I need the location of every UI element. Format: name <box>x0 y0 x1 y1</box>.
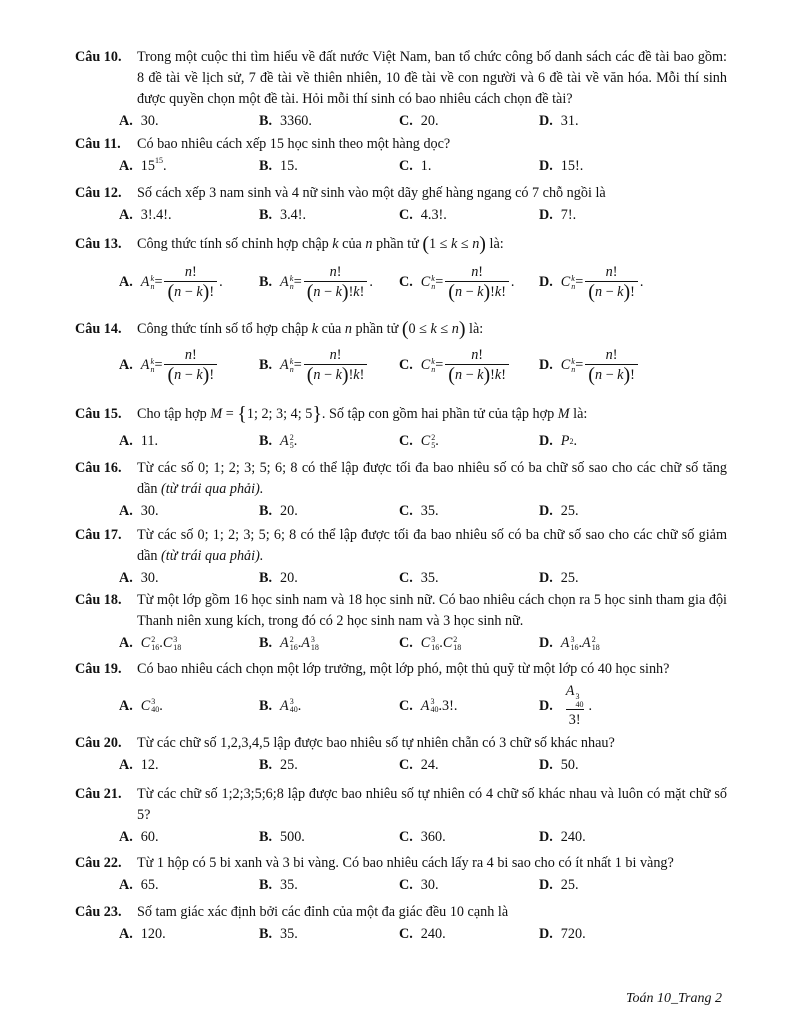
page-footer: Toán 10_Trang 2 <box>626 991 722 1006</box>
option-a[interactable]: A. A k n = $\frac{n!}{(n - k)!}$ <box>119 346 259 385</box>
answer-options <box>119 156 727 177</box>
option-d[interactable]: D. C k n = $\frac{n!}{(n - k)!}$ <box>539 346 679 385</box>
option-b[interactable]: B. 20. <box>259 503 298 519</box>
question-number: Câu 10. <box>75 49 122 65</box>
option-d[interactable]: D. P 2 . <box>539 433 578 449</box>
option-a[interactable]: A. 30. <box>119 570 159 586</box>
option-c[interactable]: C. A 3 40 .3!. <box>399 697 458 714</box>
question-number: Câu 13. <box>75 236 122 252</box>
question-19 <box>75 659 727 730</box>
option-c[interactable]: C. 360. <box>399 829 446 845</box>
option-d[interactable]: D. 7!. <box>539 207 577 223</box>
question-text: Công thức tính số tổ hợp chập k của n phần tử (0 ≤ k ≤ n) là: <box>137 318 484 340</box>
question-text: Số tam giác xác định bởi các đỉnh của một đa giác đều 10 cạnh là <box>137 904 509 920</box>
option-c[interactable]: C. 24. <box>399 757 439 773</box>
answer-options <box>119 682 727 730</box>
question-text: Từ 1 hộp có 5 bi xanh và 3 bi vàng. Có bao nhiêu cách lấy ra 4 bi sao cho có ít nhất 1 bi vàng? <box>137 855 674 871</box>
question-number: Câu 18. <box>75 592 122 608</box>
option-a[interactable]: A. 30. <box>119 503 159 519</box>
question-text: Trong một cuộc thi tìm hiểu về đất nước Việt Nam, ban tổ chức công bố danh sách các đề tài bao gồm: 8 đề tài về lịch sử, 7 đề tài về thiên nhiên, 10 đề tài về con người và 6 đề tài về văn hóa. Mỗi thí sinh được quyền chọn một đề tài. Hỏi mỗi thí sinh có bao nhiêu cách chọn đề tài? <box>137 49 727 107</box>
option-d[interactable]: D. 31. <box>539 113 579 129</box>
question-number: Câu 20. <box>75 735 122 751</box>
question-text: Cho tập hợp M = {1; 2; 3; 4; 5}. Số tập con gồm hai phần tử của tập hợp M là: <box>137 403 588 425</box>
question-text: Có bao nhiêu cách xếp 15 học sinh theo một hàng dọc? <box>137 136 451 152</box>
option-a[interactable]: A. 11. <box>119 433 159 449</box>
option-a[interactable]: A. 120. <box>119 926 166 942</box>
option-c[interactable]: C. 20. <box>399 113 439 129</box>
option-d[interactable]: D. A 3 40 3! . <box>539 683 593 728</box>
option-c[interactable]: C. 4.3!. <box>399 207 447 223</box>
option-d[interactable]: D. 25. <box>539 877 579 893</box>
option-c[interactable]: C. C 3 16 . C 2 18 <box>399 634 462 652</box>
option-a[interactable]: A. C 2 16 . C 3 18 <box>119 634 182 652</box>
option-a[interactable]: A. 30. <box>119 113 159 129</box>
answer-options <box>119 875 727 896</box>
answer-options <box>119 205 727 226</box>
question-text: Từ các số 0; 1; 2; 3; 5; 6; 8 có thể lập được tối đa bao nhiêu số có ba chữ số sao cho các chữ số giảm dần (từ trái qua phải). <box>137 527 727 564</box>
question-number: Câu 23. <box>75 904 122 920</box>
question-text: Từ các chữ số 1,2,3,4,5 lập được bao nhiêu số tự nhiên chẵn có 3 chữ số khác nhau? <box>137 735 615 751</box>
option-a[interactable]: A. A k n = $\frac{n!}{(n - k)!}$ . <box>119 264 223 303</box>
question-text: Từ một lớp gồm 16 học sinh nam và 18 học sinh nữ. Có bao nhiêu cách chọn ra 5 học sinh tham gia đội Thanh niên xung kích, trong đó có 2 học sinh nam và 3 học sinh nữ. <box>137 592 727 629</box>
option-c[interactable]: C. C k n = $\frac{n!}{(n - k)!k!}$ <box>399 346 539 385</box>
option-d[interactable]: D. 15!. <box>539 158 584 174</box>
answer-options <box>119 755 727 776</box>
question-number: Câu 12. <box>75 185 122 201</box>
question-number: Câu 16. <box>75 460 122 476</box>
answer-options <box>119 431 727 452</box>
question-23 <box>75 902 727 945</box>
question-text: Từ các chữ số 1;2;3;5;6;8 lập được bao nhiêu số tự nhiên có 4 chữ số khác nhau và luôn có mặt chữ số 5? <box>137 786 728 823</box>
option-a[interactable]: A. 3!.4!. <box>119 207 172 223</box>
option-a[interactable]: A. $15^{15}$. <box>119 156 167 174</box>
option-b[interactable]: B. 500. <box>259 829 305 845</box>
option-b[interactable]: B. A k n = $\frac{n!}{(n - k)!k!}$ . <box>259 264 373 303</box>
answer-options <box>119 111 727 132</box>
option-b[interactable]: B. 20. <box>259 570 298 586</box>
option-a[interactable]: A. C 3 40 . <box>119 697 163 714</box>
question-16 <box>75 458 727 522</box>
option-b[interactable]: B. 35. <box>259 926 298 942</box>
question-number: Câu 11. <box>75 136 121 152</box>
question-text: Từ các số 0; 1; 2; 3; 5; 6; 8 có thể lập được tối đa bao nhiêu số có ba chữ số sao cho các chữ số tăng dần (từ trái qua phải). <box>137 460 727 497</box>
question-13 <box>75 234 727 302</box>
option-d[interactable]: D. 240. <box>539 829 586 845</box>
question-number: Câu 15. <box>75 406 122 422</box>
option-d[interactable]: D. 25. <box>539 503 579 519</box>
question-12 <box>75 183 727 226</box>
option-d[interactable]: D. C k n = $\frac{n!}{(n - k)!}$ . <box>539 264 644 303</box>
option-d[interactable]: D. A 3 16 . A 2 18 <box>539 634 600 652</box>
answer-options <box>119 263 727 302</box>
option-b[interactable]: B. A 2 16 . A 3 18 <box>259 634 319 652</box>
question-11 <box>75 134 727 177</box>
question-21 <box>75 784 727 848</box>
answer-options <box>119 501 727 522</box>
option-b[interactable]: B. 35. <box>259 877 298 893</box>
answer-options <box>119 346 727 385</box>
option-c[interactable]: C. 30. <box>399 877 439 893</box>
option-c[interactable]: C. C k n = $\frac{n!}{(n - k)!k!}$ . <box>399 264 515 303</box>
option-b[interactable]: B. 3.4!. <box>259 207 307 223</box>
option-c[interactable]: C. 240. <box>399 926 446 942</box>
answer-options <box>119 827 727 848</box>
question-10 <box>75 47 727 132</box>
question-number: Câu 17. <box>75 527 122 543</box>
question-text: Có bao nhiêu cách chọn một lớp trưởng, một lớp phó, một thủ quỹ từ một lớp có 40 học sinh? <box>137 661 670 677</box>
question-number: Câu 21. <box>75 786 122 802</box>
question-number: Câu 19. <box>75 661 122 677</box>
answer-options <box>119 568 727 589</box>
option-d[interactable]: D. 720. <box>539 926 586 942</box>
question-22 <box>75 853 727 896</box>
option-b[interactable]: B. A k n = $\frac{n!}{(n - k)!k!}$ <box>259 346 399 385</box>
option-c[interactable]: C. 35. <box>399 570 439 586</box>
option-c[interactable]: C. 1. <box>399 158 432 174</box>
question-18 <box>75 590 727 654</box>
option-b[interactable]: B. 25. <box>259 757 298 773</box>
question-number: Câu 22. <box>75 855 122 871</box>
question-17 <box>75 525 727 589</box>
option-b[interactable]: B. A 2 5 . <box>259 432 298 450</box>
question-text: Công thức tính số chỉnh hợp chập k của n phần tử (1 ≤ k ≤ n) là: <box>137 233 504 255</box>
option-d[interactable]: D. 25. <box>539 570 579 586</box>
question-text: Số cách xếp 3 nam sinh và 4 nữ sinh vào một dãy ghế hàng ngang có 7 chỗ ngồi là <box>137 185 606 201</box>
question-number: Câu 14. <box>75 321 122 337</box>
question-15 <box>75 404 727 452</box>
answer-options <box>119 924 727 945</box>
question-20 <box>75 733 727 776</box>
option-b[interactable]: B. 3360. <box>259 113 312 129</box>
option-a[interactable]: A. 65. <box>119 877 159 893</box>
option-d[interactable]: D. 50. <box>539 757 579 773</box>
option-c[interactable]: C. C 2 5 . <box>399 432 439 450</box>
option-a[interactable]: A. 12. <box>119 757 159 773</box>
option-b[interactable]: B. A 3 40 . <box>259 697 302 714</box>
answer-options <box>119 633 727 654</box>
option-b[interactable]: B. 15. <box>259 158 298 174</box>
option-c[interactable]: C. 35. <box>399 503 439 519</box>
question-14 <box>75 319 727 385</box>
option-a[interactable]: A. 60. <box>119 829 159 845</box>
